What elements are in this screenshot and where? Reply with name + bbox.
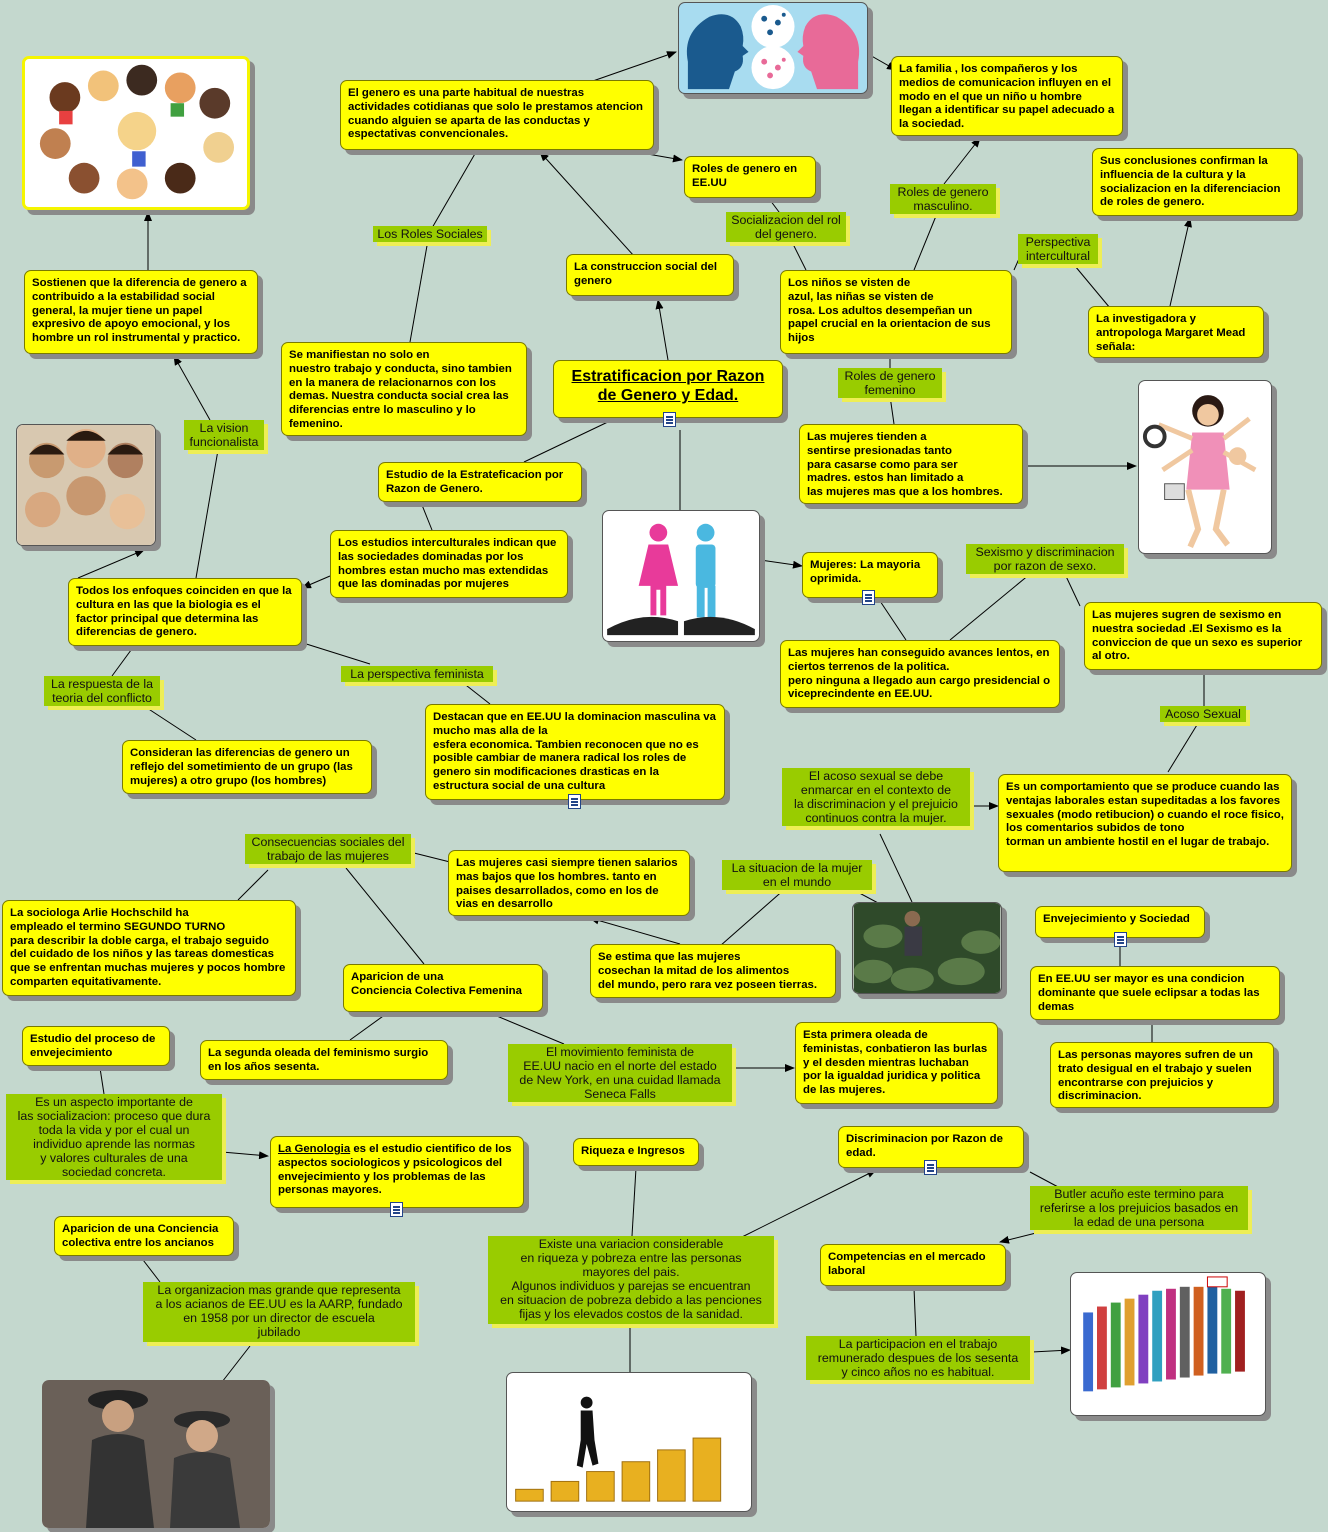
concept-sufren-sexismo: Las mujeres sugren de sexismo en nuestra sociedad .El Sexismo es la conviccion de que un sexo es superior al otro. xyxy=(1084,602,1322,670)
concept-estima: Se estima que las mujeres cosechan la mitad de los alimentos del mundo, pero rara vez poseen tierras. xyxy=(590,944,836,998)
concept-roles-eeuu: Roles de genero en EE.UU xyxy=(684,156,816,198)
link-consecuencias: Consecuencias sociales del trabajo de las mujeres xyxy=(245,834,411,864)
link-vision-funcionalista: La vision funcionalista xyxy=(184,420,264,450)
crowd-of-people-illustration xyxy=(1071,1273,1265,1415)
resource-doc-icon[interactable] xyxy=(568,794,581,809)
coins-stairs-illustration xyxy=(507,1373,751,1511)
gender-symbols-hands-image xyxy=(602,510,760,642)
concept-destacan: Destacan que en EE.UU la dominacion masculina va mucho mas alla de la esfera economica. Tambien reconocen que no es posible cambiar de manera radical los roles de genero sin modificaciones drasticas en la estructura social de una cultura xyxy=(425,704,725,800)
heads-talking-image xyxy=(678,2,868,94)
concept-estudio-envejecimiento: Estudio del proceso de envejecimiento xyxy=(22,1026,170,1066)
link-participacion: La participacion en el trabajo remunerado despues de los sesenta y cinco años no es habitual. xyxy=(806,1336,1030,1380)
multitasking-woman-illustration xyxy=(1139,381,1271,553)
resource-doc-icon[interactable] xyxy=(1114,932,1127,947)
concept-personas-mayores: Las personas mayores sufren de un trato desigual en el trabajo y suelen encontrarse con prejuicios y discriminacion. xyxy=(1050,1042,1274,1108)
link-butler: Butler acuño este termino para referirse a los prejuicios basados en la edad de una persona xyxy=(1030,1186,1248,1230)
link-situacion-mujer: La situacion de la mujer en el mundo xyxy=(722,860,872,890)
elderly-men-illustration xyxy=(42,1380,270,1528)
concept-consideran: Consideran las diferencias de genero un reflejo del sometimiento de un grupo (las mujeres) a otro grupo (los hombres) xyxy=(122,740,372,794)
link-acoso-enmarcar: El acoso sexual se debe enmarcar en el contexto de la discriminacion y el prejuicio continuos contra la mujer. xyxy=(782,768,970,826)
concept-avances: Las mujeres han conseguido avances lentos, en ciertos terrenos de la politica. pero ninguna a llegado aun cargo presidencial o viceprecindente en EE.UU. xyxy=(780,640,1060,708)
concept-riqueza-ingresos: Riqueza e Ingresos xyxy=(573,1138,699,1166)
concept-salarios: Las mujeres casi siempre tienen salarios mas bajos que los hombres. tanto en paises desarrollados, como en los de vias en desarrollo xyxy=(448,850,690,916)
heads-talking-illustration xyxy=(679,3,867,93)
concept-todos-enfoques: Todos los enfoques coinciden en que la cultura en las que la biologia es el factor principal que determina las diferencias de genero. xyxy=(68,578,302,646)
women-farming-image xyxy=(852,902,1002,994)
women-farming-illustration xyxy=(853,903,1001,993)
link-aarp: La organizacion mas grande que representa a los acianos de EE.UU es la AARP, fundado en 1958 por un director de escuela jubilado xyxy=(143,1282,415,1342)
concept-aparicion-ancianos: Aparicion de una Conciencia colectiva entre los ancianos xyxy=(54,1216,234,1256)
link-socializacion-rol: Socializacion del rol del genero. xyxy=(726,212,846,242)
resource-doc-icon[interactable] xyxy=(390,1202,403,1217)
resource-doc-icon[interactable] xyxy=(663,412,676,427)
central-title: Estratificacion por Razon de Genero y Edad. xyxy=(553,360,783,418)
concept-manifiestan: Se manifiestan no solo en nuestro trabajo y conducta, sino tambien en la manera de relacionarnos con los demas. Nuestra conducta social crea las diferencias entre lo masculino y lo femenino. xyxy=(281,342,527,436)
concept-primera-oleada: Esta primera oleada de feministas, conbatieron las burlas y el desden mientras luchaban por la igualdad juridica y politica de las mujeres. xyxy=(795,1022,998,1104)
concept-aparicion-femenina: Aparicion de una Conciencia Colectiva Femenina xyxy=(343,964,543,1012)
concept-hochschild: La sociologa Arlie Hochschild ha empleado el termino SEGUNDO TURNO para describir la doble carga, el trabajo seguido del cuidado de los niños y las tareas domesticas que se enfrentan muchas mujeres y pocos hombre comparten equitativamente. xyxy=(2,900,296,996)
concept-sostienen: Sostienen que la diferencia de genero a contribuido a la estabilidad social general, la mujer tiene un papel expresivo de apoyo emocional, y los hombre un rol instrumental y practico. xyxy=(24,270,258,354)
concept-construccion-social: La construccion social del genero xyxy=(566,254,734,296)
genologia-description: es el estudio cientifico de los aspectos sociologicos y psicologicos del envejecimiento y los problemas de las personas mayores. xyxy=(278,1143,512,1197)
group-of-friends-illustration xyxy=(17,425,155,545)
gender-symbols-illustration xyxy=(603,511,759,641)
link-roles-sociales: Los Roles Sociales xyxy=(373,226,487,242)
multitasking-woman-image xyxy=(1138,380,1272,554)
coins-stairs-image xyxy=(506,1372,752,1512)
children-circle-image xyxy=(22,56,250,210)
concept-mujeres-mayoria: Mujeres: La mayoria oprimida. xyxy=(802,552,938,598)
link-sexismo: Sexismo y discriminacion por razon de sexo. xyxy=(966,544,1124,574)
concept-conclusiones: Sus conclusiones confirman la influencia de la cultura y la socializacion en la diferenciacion de roles de genero. xyxy=(1092,148,1298,216)
genologia-term: La Genologia xyxy=(278,1143,351,1155)
link-roles-masculino: Roles de genero masculino. xyxy=(890,184,996,214)
concept-comportamiento: Es un comportamiento que se produce cuando las ventajas laborales estan supeditadas a los favores sexuales (modo retibucion) o cuando el roce fisico, los comentarios subidos de tono torman un ambiente hostil en el lugar de trabajo. xyxy=(998,774,1292,872)
link-aspecto-importante: Es un aspecto importante de las socializacion: proceso que dura toda la vida y por el cual un individuo aprende las normas y valores culturales de una sociedad concreta. xyxy=(6,1094,222,1180)
concept-envejecimiento-sociedad: Envejecimiento y Sociedad xyxy=(1035,906,1205,938)
concept-competencias: Competencias en el mercado laboral xyxy=(820,1244,1006,1286)
resource-doc-icon[interactable] xyxy=(924,1160,937,1175)
link-roles-femenino: Roles de genero femenino xyxy=(838,368,942,398)
concept-mujeres-presionadas: Las mujeres tienden a sentirse presionadas tanto para casarse como para ser madres. estos han limitado a las mujeres mas que a los hombres. xyxy=(799,424,1023,504)
link-respuesta-conflicto: La respuesta de la teoria del conflicto xyxy=(44,676,160,706)
concept-estudio-estratificacion: Estudio de la Estrateficacion por Razon de Genero. xyxy=(378,462,582,502)
link-perspectiva-intercultural: Perspectiva intercultural xyxy=(1018,234,1098,264)
elderly-men-image xyxy=(42,1380,270,1528)
concept-interculturales: Los estudios interculturales indican que las sociedades dominadas por los hombres estan mucho mas extendidas que las dominadas por mujeres xyxy=(330,530,568,598)
concept-segunda-oleada: La segunda oleada del feminismo surgio en los años sesenta. xyxy=(200,1040,448,1080)
group-of-friends-image xyxy=(16,424,156,546)
resource-doc-icon[interactable] xyxy=(862,590,875,605)
concept-familia: La familia , los compañeros y los medios de comunicacion influyen en el modo en el que un niño u hombre llegan a identificar su papel adecuado a la sociedad. xyxy=(891,56,1123,136)
link-perspectiva-feminista: La perspectiva feminista xyxy=(341,666,493,682)
crowd-of-people-image xyxy=(1070,1272,1266,1416)
concept-genero-habitual: El genero es una parte habitual de nuestras actividades cotidianas que solo le prestamos atencion cuando alguien se aparta de las conductas y espectativas convencionales. xyxy=(340,80,654,150)
link-acoso-sexual: Acoso Sexual xyxy=(1160,706,1246,722)
concept-discriminacion-edad: Discriminacion por Razon de edad. xyxy=(838,1126,1024,1168)
concept-ninos-azul: Los niños se visten de azul, las niñas se visten de rosa. Los adultos desempeñan un papel crucial en la orientacion de sus hijos xyxy=(780,270,1012,354)
link-variacion-riqueza: Existe una variacion considerable en riqueza y pobreza entre las personas mayores del pais. Algunos individuos y parejas se encuentran en situacion de pobreza debido a las penciones fijas y los elevados costos de la sanidad. xyxy=(488,1236,774,1324)
link-movimiento-feminista: El movimiento feminista de EE.UU nacio en el norte del estado de New York, en una cuidad llamada Seneca Falls xyxy=(508,1044,732,1102)
concept-margaret-mead: La investigadora y antropologa Margaret Mead señala: xyxy=(1088,306,1264,358)
children-circle-illustration xyxy=(25,59,247,207)
concept-ser-mayor: En EE.UU ser mayor es una condicion dominante que suele eclipsar a todas las demas xyxy=(1030,966,1280,1020)
concept-genologia xyxy=(270,1136,524,1208)
